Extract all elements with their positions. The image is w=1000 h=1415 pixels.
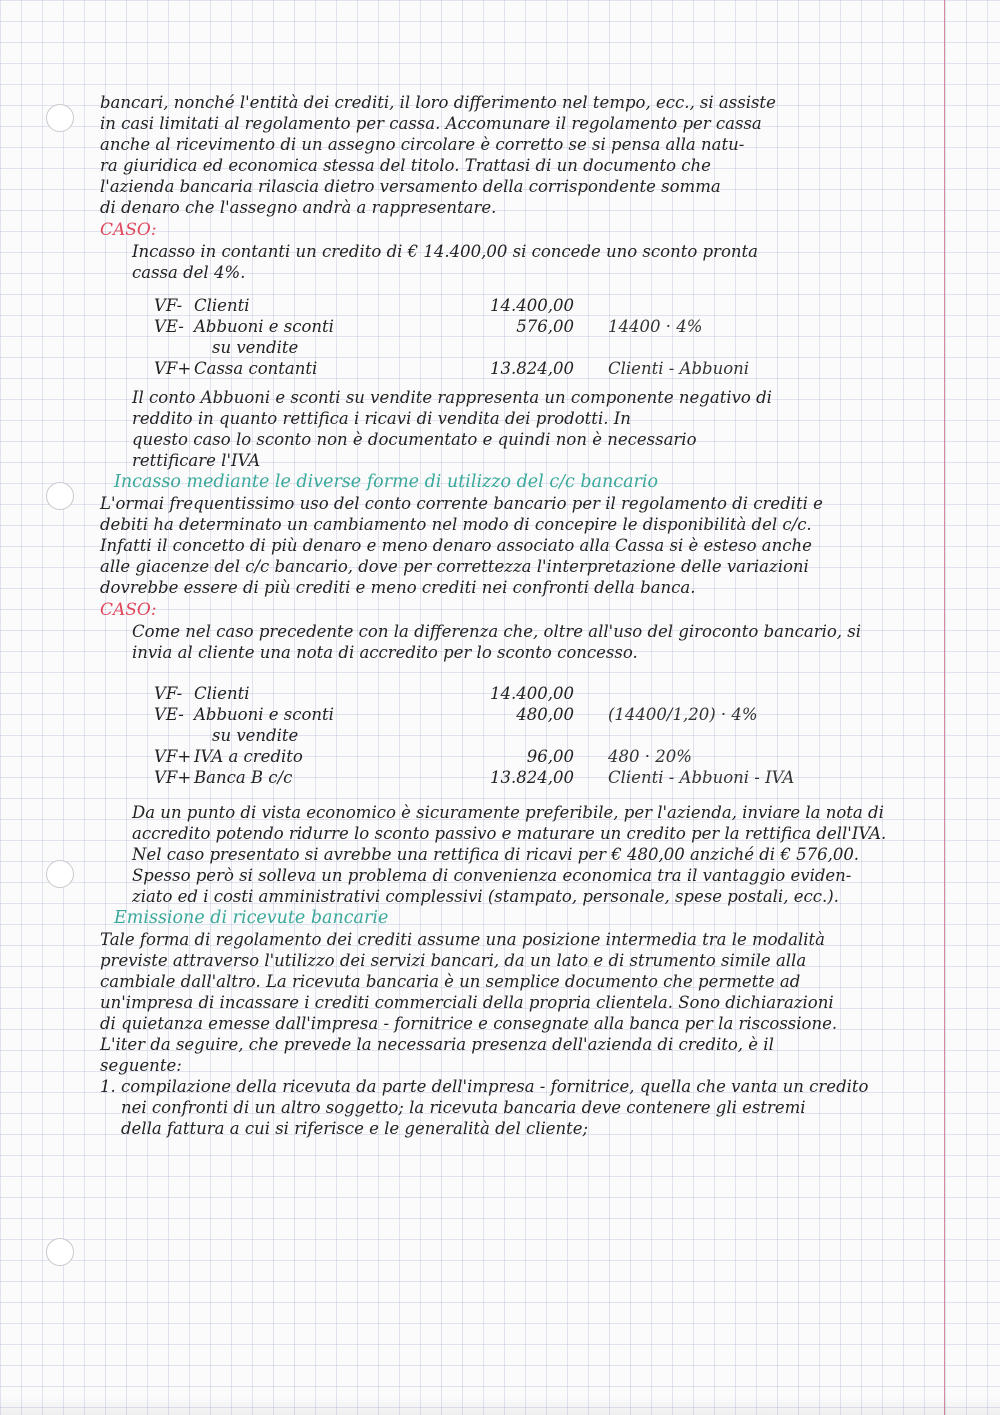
text-line: Come nel caso precedente con la differenza che, oltre all'uso del giroconto bancario, si	[132, 622, 862, 641]
case-explanation	[100, 802, 930, 907]
entry-amount: 14.400,00	[490, 684, 574, 703]
entry-code: VF-	[154, 296, 183, 315]
entry-code: VF+	[154, 747, 192, 766]
entry-note	[592, 725, 626, 746]
entry-account: su vendite	[212, 726, 299, 745]
text-line: Nel caso presentato si avrebbe una rettifica di ricavi per € 480,00 anziché di € 576,00.	[132, 845, 860, 864]
text-line: questo caso lo sconto non è documentato e quindi non è necessario	[132, 430, 697, 449]
binder-hole	[46, 104, 74, 132]
list-item: nei confronti di un altro soggetto; la ricevuta bancaria deve contenere gli estremi	[100, 1098, 806, 1117]
entry-code: VF+	[154, 359, 192, 378]
text-line: bancari, nonché l'entità dei crediti, il loro differimento nel tempo, ecc., si assiste	[100, 93, 776, 112]
journal-entry	[154, 725, 930, 746]
text-line: accredito potendo ridurre lo sconto passivo e maturare un credito per la rettifica dell'IVA.	[132, 824, 887, 843]
handwritten-notes	[100, 92, 930, 1139]
page-margin-line	[944, 0, 945, 1415]
entry-account: Clienti	[194, 684, 250, 703]
entry-account: Abbuoni e sconti	[194, 317, 334, 336]
entry-account: Abbuoni e sconti	[194, 705, 334, 724]
list-item: della fattura a cui si riferisce e le generalità del cliente;	[100, 1119, 589, 1138]
text-line: debiti ha determinato un cambiamento nel modo di concepire le disponibilità del c/c.	[100, 515, 812, 534]
entry-note: (14400/1,20) · 4%	[608, 705, 758, 724]
text-line: invia al cliente una nota di accredito per lo sconto concesso.	[132, 643, 638, 662]
entry-code: VF-	[154, 684, 183, 703]
text-line: un'impresa di incassare i crediti commerciali della propria clientela. Sono dichiarazioni	[100, 993, 834, 1012]
list-item: 1. compilazione della ricevuta da parte dell'impresa - fornitrice, quella che vanta un credito	[100, 1077, 869, 1096]
entry-account: Cassa contanti	[194, 359, 318, 378]
page-bottom-shadow	[0, 1397, 1000, 1415]
text-line: alle giacenze del c/c bancario, dove per correttezza l'interpretazione delle variazioni	[100, 557, 809, 576]
entry-code: VE-	[154, 705, 184, 724]
case-heading: CASO:	[100, 220, 157, 240]
text-line: L'iter da seguire, che prevede la necessaria presenza dell'azienda di credito, è il	[100, 1035, 774, 1054]
text-line: Il conto Abbuoni e sconti su vendite rappresenta un componente negativo di	[132, 388, 772, 407]
entry-note	[592, 337, 626, 358]
entry-amount: 13.824,00	[490, 359, 574, 378]
text-line: ra giuridica ed economica stessa del titolo. Trattasi di un documento che	[100, 156, 711, 175]
journal-entry	[154, 683, 930, 704]
entry-account: IVA a credito	[194, 747, 303, 766]
entry-note	[574, 683, 608, 704]
case-heading: CASO:	[100, 600, 157, 620]
journal-entry	[154, 316, 930, 337]
text-line: di quietanza emesse dall'impresa - fornitrice e consegnate alla banca per la riscossione.	[100, 1014, 838, 1033]
journal-entry	[154, 746, 930, 767]
case-text	[100, 621, 930, 663]
entry-account: Banca B c/c	[194, 768, 293, 787]
text-line: Incasso in contanti un credito di € 14.400,00 si concede uno sconto pronta	[132, 242, 758, 261]
text-line: di denaro che l'assegno andrà a rappresentare.	[100, 198, 497, 217]
text-line: anche al ricevimento di un assegno circolare è corretto se si pensa alla natu-	[100, 135, 745, 154]
text-line: rettificare l'IVA	[132, 451, 261, 470]
journal-entry	[154, 295, 930, 316]
entry-amount	[452, 337, 592, 358]
entry-note	[574, 295, 608, 316]
entry-note: 14400 · 4%	[608, 317, 703, 336]
text-line: reddito in quanto rettifica i ricavi di vendita dei prodotti. In	[132, 409, 631, 428]
text-line: cambiale dall'altro. La ricevuta bancaria è un semplice documento che permette ad	[100, 972, 801, 991]
journal-entry	[154, 358, 930, 379]
entry-note: Clienti - Abbuoni - IVA	[608, 768, 795, 787]
entry-account: Clienti	[194, 296, 250, 315]
text-line: dovrebbe essere di più crediti e meno crediti nei confronti della banca.	[100, 578, 696, 597]
intro-paragraph	[100, 92, 930, 218]
text-line: Tale forma di regolamento dei crediti assume una posizione intermedia tra le modalità	[100, 930, 826, 949]
journal-entry	[154, 767, 930, 788]
binder-hole	[46, 1238, 74, 1266]
entry-note: Clienti - Abbuoni	[608, 359, 750, 378]
text-line: l'azienda bancaria rilascia dietro versamento della corrispondente somma	[100, 177, 721, 196]
text-line: Spesso però si solleva un problema di convenienza economica tra il vantaggio eviden-	[132, 866, 852, 885]
section-text	[100, 929, 930, 1076]
text-line: in casi limitati al regolamento per cassa. Accomunare il regolamento per cassa	[100, 114, 762, 133]
section-heading: Emissione di ricevute bancarie	[114, 908, 389, 928]
case-text	[100, 241, 930, 283]
journal-entry	[154, 704, 930, 725]
entry-amount	[452, 725, 592, 746]
text-line: seguente:	[100, 1056, 182, 1075]
binder-hole	[46, 860, 74, 888]
text-line: L'ormai frequentissimo uso del conto corrente bancario per il regolamento di crediti e	[100, 494, 823, 513]
entry-account: su vendite	[212, 338, 299, 357]
entry-amount: 13.824,00	[490, 768, 574, 787]
journal-entries	[154, 683, 930, 788]
case-explanation	[100, 387, 930, 471]
numbered-list	[100, 1076, 930, 1139]
entry-code	[154, 337, 194, 358]
entry-code: VE-	[154, 317, 184, 336]
binder-hole	[46, 482, 74, 510]
text-line: ziato ed i costi amministrativi complessivi (stampato, personale, spese postali, ecc.).	[132, 887, 839, 906]
entry-note: 480 · 20%	[608, 747, 692, 766]
text-line: previste attraverso l'utilizzo dei servizi bancari, da un lato e di strumento simile alla	[100, 951, 807, 970]
section-text	[100, 493, 930, 598]
entry-amount: 14.400,00	[490, 296, 574, 315]
text-line: Da un punto di vista economico è sicuramente preferibile, per l'azienda, inviare la nota di	[132, 803, 884, 822]
journal-entry	[154, 337, 930, 358]
text-line: Infatti il concetto di più denaro e meno denaro associato alla Cassa si è esteso anche	[100, 536, 812, 555]
entry-code	[154, 725, 194, 746]
entry-code: VF+	[154, 768, 192, 787]
entry-amount: 480,00	[516, 705, 574, 724]
entry-amount: 576,00	[516, 317, 574, 336]
section-heading: Incasso mediante le diverse forme di utilizzo del c/c bancario	[114, 472, 659, 492]
text-line: cassa del 4%.	[132, 263, 246, 282]
entry-amount: 96,00	[526, 747, 574, 766]
journal-entries	[154, 295, 930, 379]
